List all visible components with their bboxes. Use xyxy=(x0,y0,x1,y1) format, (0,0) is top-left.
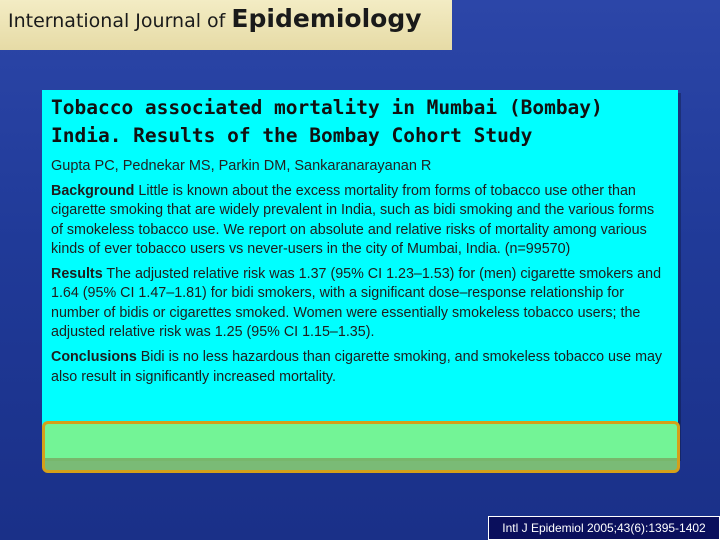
journal-title xyxy=(8,4,452,33)
citation-box: Intl J Epidemiol 2005;43(6):1395-1402 xyxy=(488,516,720,540)
article-title: Tobacco associated mortality in Mumbai (Bombay) India. Results of the Bombay Cohort Study xyxy=(51,96,603,147)
conclusions-highlight xyxy=(42,421,680,473)
results-text: The adjusted relative risk was 1.37 (95% CI 1.23–1.53) for (men) cigarette smokers and 1.64 (95% CI 1.47–1.81) for bidi smokers, with a significant dose–response relationship for number of bidis or cigarettes smoked. Women were essentially smokeless tobacco users; the adjusted relative risk was 1.25 (95% CI 1.15–1.35). xyxy=(51,266,662,341)
article-authors: Gupta PC, Pednekar MS, Parkin DM, Sankaranarayanan R xyxy=(51,158,432,174)
journal-title-main: Epidemiology xyxy=(231,4,422,33)
conclusions-text: Bidi is no less hazardous than cigarette smoking, and smokeless tobacco use may also result in significantly increased mortality. xyxy=(51,349,663,385)
results-label: Results xyxy=(51,266,103,283)
journal-title-prefix: International Journal of xyxy=(8,10,232,32)
results-paragraph xyxy=(51,265,669,342)
conclusions-label: Conclusions xyxy=(51,349,137,366)
journal-banner xyxy=(0,0,452,50)
abstract-panel xyxy=(42,90,678,458)
conclusions-paragraph xyxy=(51,348,669,387)
background-label: Background xyxy=(51,183,135,199)
background-paragraph xyxy=(51,182,669,259)
background-text: Little is known about the excess mortality from forms of tobacco use other than cigarette smoking that are widely prevalent in India, such as bidi smoking and the various forms of smokeless tobacco use. We report on absolute and relative risks of mortality among various kinds of ever tobacco users vs never-users in the city of Mumbai, India. (n=99570) xyxy=(51,183,655,257)
